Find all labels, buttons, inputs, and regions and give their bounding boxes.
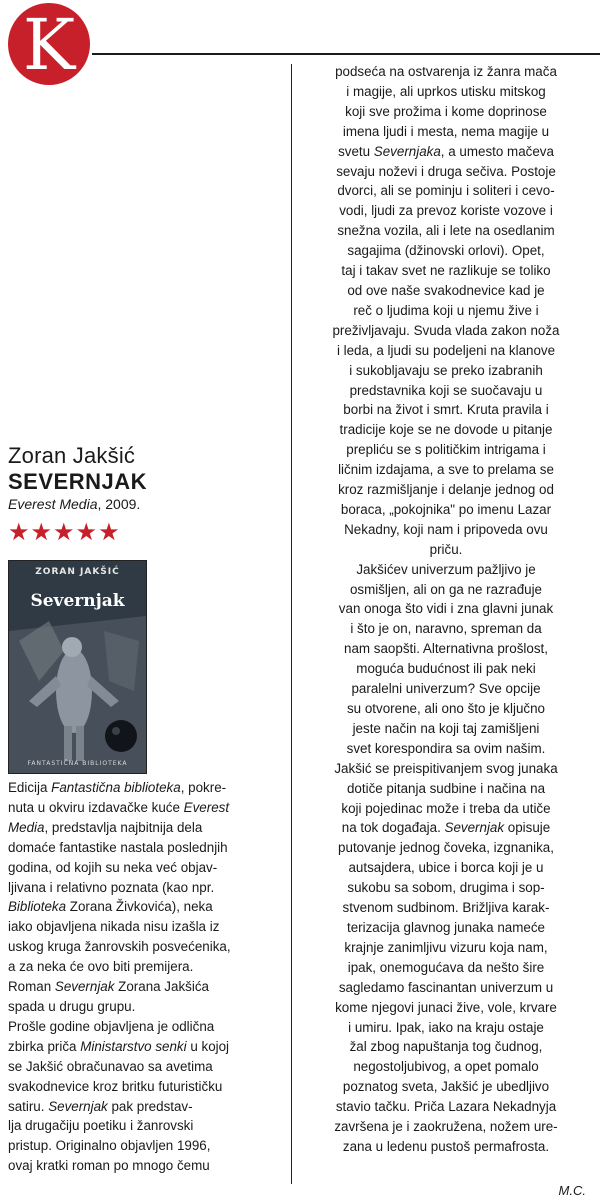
header-rule	[92, 53, 600, 55]
text-segment: opisuje	[504, 820, 551, 836]
text-segment: , a umesto mačeva	[440, 143, 554, 159]
cover-title: Severnjak	[30, 591, 125, 611]
text-line	[296, 281, 596, 301]
text-line	[296, 261, 596, 281]
text-line	[296, 321, 596, 341]
text-segment: Roman	[8, 979, 55, 995]
cover-publisher: FANTASTIČNA BIBLIOTEKA	[27, 760, 128, 767]
text-segment: snežna vozila, ali i lete na osedlanim	[337, 223, 555, 239]
text-segment: moguća budućnost ili pak neki	[356, 661, 536, 677]
text-segment: Jakšić se preispitivanjem svog junaka	[334, 760, 558, 776]
text-line	[8, 1077, 288, 1097]
text-segment: , predstavlja najbitnija dela	[44, 819, 203, 835]
book-publisher	[8, 495, 288, 513]
publish-year: , 2009.	[97, 496, 141, 512]
text-segment: ličnim izdajama, a sve to prelama se	[338, 462, 554, 478]
text-line	[296, 142, 596, 162]
text-segment: ljivana i relativno poznata (kao npr.	[8, 879, 215, 895]
text-segment: koji sve prožima i kome doprinose	[345, 103, 547, 119]
text-segment: sevaju noževi i druga sečiva. Postoje	[336, 163, 556, 179]
italic-text-segment: Media	[8, 819, 45, 835]
text-segment: svet korespondira sa ovim našim.	[346, 740, 546, 756]
text-segment: van onoga što vidi i zna glavni junak	[338, 601, 554, 617]
text-segment: sagledamo fascinantan univerzum u	[338, 979, 554, 995]
text-segment: borbi na život i smrt. Kruta pravila i	[343, 402, 549, 418]
text-line	[296, 878, 596, 898]
text-line	[8, 878, 288, 898]
text-line	[8, 858, 288, 878]
text-segment: nam saopšti. Alternativna prošlost,	[344, 641, 548, 657]
text-line	[296, 659, 596, 679]
text-segment: svakodnevice kroz britku futurističku	[8, 1078, 223, 1094]
text-line	[296, 1018, 596, 1038]
text-segment: kome njegovi junaci žive, vole, krvare	[335, 999, 557, 1015]
text-segment: zana u ledenu pustoš permafrosta.	[342, 1138, 550, 1154]
text-line	[296, 918, 596, 938]
text-segment: podseća na ostvarenja iz žanra mača	[335, 64, 557, 79]
text-segment: autsajdera, ubice i borca koji je u	[348, 860, 544, 876]
text-line	[296, 520, 596, 540]
book-cover-image	[8, 560, 147, 774]
column-divider	[291, 64, 292, 1184]
text-segment: predstavnika koji se suočavaju u	[349, 382, 543, 398]
text-segment: lja drugačiju poetiku i žanrovski	[8, 1118, 194, 1134]
text-line	[296, 679, 596, 699]
text-line	[296, 420, 596, 440]
text-segment: osmišljen, ali on ga ne razrađuje	[349, 581, 543, 597]
text-line	[296, 998, 596, 1018]
text-line	[8, 1057, 288, 1077]
text-line	[8, 977, 288, 997]
italic-text-segment: Severnjak	[48, 1098, 108, 1114]
text-segment: jeste način na koji taj zamišljeni	[352, 720, 540, 736]
text-segment: priču.	[429, 541, 463, 557]
text-line	[296, 122, 596, 142]
text-segment: sukobu sa sobom, drugima i sop-	[347, 880, 545, 896]
text-segment: negostoljubivog, a opet pomalo	[353, 1059, 539, 1075]
text-segment: godina, od kojih su neka već objav-	[8, 859, 218, 875]
text-segment: krajnje zanimljivu vizuru koja nam,	[344, 939, 548, 955]
text-segment: Zorana Živkovića), neka	[66, 899, 213, 915]
text-segment: sagajima (džinovski orlovi). Opet,	[347, 243, 545, 259]
logo-letter: K	[22, 4, 76, 86]
text-line	[296, 898, 596, 918]
text-line	[296, 1137, 596, 1157]
text-line	[296, 500, 596, 520]
text-line	[296, 958, 596, 978]
text-line	[296, 1097, 596, 1117]
text-line	[296, 560, 596, 580]
text-line	[8, 838, 288, 858]
italic-text-segment: Everest	[183, 799, 230, 815]
text-line	[8, 997, 288, 1017]
magazine-section-logo	[8, 3, 90, 85]
publisher-name: Everest Media	[8, 496, 98, 512]
text-line	[8, 1136, 288, 1156]
text-segment: stvenom sudbinom. Brižljiva karak-	[342, 900, 550, 916]
text-line	[296, 838, 596, 858]
text-line	[296, 799, 596, 819]
italic-text-segment: Ministarstvo senki	[80, 1038, 187, 1054]
text-line	[296, 739, 596, 759]
text-line	[8, 818, 288, 838]
text-line	[296, 62, 596, 82]
text-line	[296, 1057, 596, 1077]
text-segment: paralelni univerzum? Sve opcije	[351, 681, 541, 697]
text-segment: imena ljudi i mesta, nema magije u	[342, 123, 550, 139]
italic-text-segment: Fantastična biblioteka	[51, 780, 181, 795]
text-segment: a za neka će ovo biti premijera.	[8, 959, 194, 975]
text-segment: zbirka priča	[8, 1038, 81, 1054]
text-segment: na tok događaja.	[341, 820, 445, 836]
book-author: Zoran Jakšić	[8, 443, 136, 468]
text-segment: završena je i zaokružena, nožem ure-	[334, 1119, 558, 1135]
cover-author: ZORAN JAKŠIĆ	[35, 567, 120, 577]
text-line	[296, 719, 596, 739]
text-line	[8, 917, 288, 937]
text-line	[296, 341, 596, 361]
text-line	[296, 301, 596, 321]
text-line	[296, 361, 596, 381]
text-line	[296, 440, 596, 460]
text-line	[8, 957, 288, 977]
text-line	[8, 1097, 288, 1117]
text-segment: tradicije koje se ne dovode u pitanje	[339, 422, 553, 438]
text-line	[8, 1116, 288, 1136]
text-segment: domaće fantastike nastala poslednjih	[8, 839, 228, 855]
text-line	[8, 1017, 288, 1037]
text-line	[296, 241, 596, 261]
text-segment: u kojoj	[186, 1038, 230, 1054]
text-line	[296, 162, 596, 182]
text-segment: Nekadny, koji nam i pripoveda ovu	[344, 521, 548, 537]
text-line	[8, 1156, 288, 1176]
text-segment: pristup. Originalno objavljen 1996,	[8, 1138, 211, 1154]
text-line	[296, 540, 596, 560]
text-segment: terizacija glavnog junaka nameće	[346, 919, 545, 935]
text-segment: putovanje jednog čoveka, izgnanika,	[338, 840, 554, 856]
text-segment: spada u drugu grupu.	[8, 998, 136, 1014]
review-signature: M.C.	[558, 1183, 586, 1198]
text-line	[296, 1077, 596, 1097]
text-line	[296, 779, 596, 799]
text-segment: stavio tačku. Priča Lazara Nekadnyja	[335, 1099, 557, 1115]
text-line	[296, 858, 596, 878]
text-line	[296, 759, 596, 779]
text-segment: prepliću se s političkim intrigama i	[346, 442, 546, 458]
text-segment: koji pojedinac može i treba da utiče	[341, 800, 551, 816]
book-info	[8, 443, 288, 545]
text-segment: taj i takav svet ne razlikuje se toliko	[341, 263, 551, 279]
text-line	[296, 82, 596, 102]
text-line	[8, 798, 288, 818]
text-line	[296, 400, 596, 420]
text-line	[296, 580, 596, 600]
text-line	[8, 937, 288, 957]
text-segment: žal zbog napuštanja tog čudnog,	[349, 1039, 543, 1055]
text-segment: vodi, ljudi za prevoz koriste vozove i	[339, 203, 553, 219]
text-segment: Zorana Jakšića	[114, 979, 209, 995]
text-segment: kroz razmišljanje i delanje jednog od	[338, 482, 554, 498]
book-title: SEVERNJAK	[8, 469, 147, 494]
text-segment: uskog kruga žanrovskih posvećenika,	[8, 939, 231, 955]
text-line	[296, 480, 596, 500]
text-segment: od ove naše svakodnevice kad je	[347, 282, 545, 298]
rating-stars: ★★★★★	[8, 518, 121, 546]
text-segment: Edicija	[8, 780, 52, 795]
text-line	[296, 1037, 596, 1057]
review-text-left-column	[8, 778, 288, 1176]
text-line	[8, 778, 288, 798]
text-segment: i leda, a ljudi su podeljeni na klanove	[336, 342, 556, 358]
text-segment: i umiru. Ipak, iako na kraju ostaje	[348, 1019, 544, 1035]
text-line	[296, 181, 596, 201]
text-segment: preživljavaju. Svuda vlada zakon noža	[332, 322, 560, 338]
text-segment: poznatog sveta, Jakšić je ubedljivo	[342, 1079, 550, 1095]
text-segment: i sukobljavaju se preko izabranih	[349, 362, 543, 378]
text-segment: reč o ljudima koji u njemu žive i	[353, 302, 539, 318]
text-line	[296, 201, 596, 221]
text-line	[296, 619, 596, 639]
text-line	[296, 460, 596, 480]
review-text-right-column	[296, 62, 596, 1157]
text-segment: dvorci, ali se pominju i soliteri i cevo-	[337, 183, 555, 199]
text-line	[296, 221, 596, 241]
text-line	[296, 818, 596, 838]
text-segment: i magije, ali uprkos utisku mitskog	[346, 83, 546, 99]
italic-text-segment: Severnjak	[444, 820, 505, 836]
text-line	[296, 699, 596, 719]
text-segment: i što je on, naravno, spreman da	[350, 621, 542, 637]
text-line	[296, 599, 596, 619]
text-line	[8, 1037, 288, 1057]
text-segment: dotiče pitanja sudbine i načina na	[346, 780, 546, 796]
italic-text-segment: Biblioteka	[8, 899, 67, 915]
text-segment: Jakšićev univerzum pažljivo je	[356, 561, 536, 577]
text-segment: pak predstav-	[107, 1098, 193, 1114]
text-line	[296, 1117, 596, 1137]
text-line	[296, 639, 596, 659]
text-line	[296, 938, 596, 958]
text-segment: nuta u okviru izdavačke kuće	[8, 799, 184, 815]
text-segment: , pokre-	[180, 780, 227, 795]
text-segment: Prošle godine objavljena je odlična	[8, 1018, 215, 1034]
text-segment: ovaj kratki roman po mnogo čemu	[8, 1158, 210, 1174]
text-line	[296, 978, 596, 998]
text-segment: se Jakšić obračunavao sa avetima	[8, 1058, 213, 1074]
text-segment: satiru.	[8, 1098, 49, 1114]
text-segment: ipak, onemogućava da nešto šire	[347, 959, 545, 975]
text-segment: su otvorene, ali ono što je ključno	[346, 701, 545, 716]
text-line	[8, 897, 288, 917]
text-line	[296, 381, 596, 401]
text-segment: svetu	[338, 143, 374, 159]
italic-text-segment: Severnjak	[54, 979, 115, 995]
text-line	[296, 102, 596, 122]
text-segment: boraca, „pokojnika" po imenu Lazar	[340, 501, 552, 517]
text-segment: iako objavljena nikada nisu izašla iz	[8, 919, 220, 935]
italic-text-segment: Severnjaka	[373, 143, 441, 159]
